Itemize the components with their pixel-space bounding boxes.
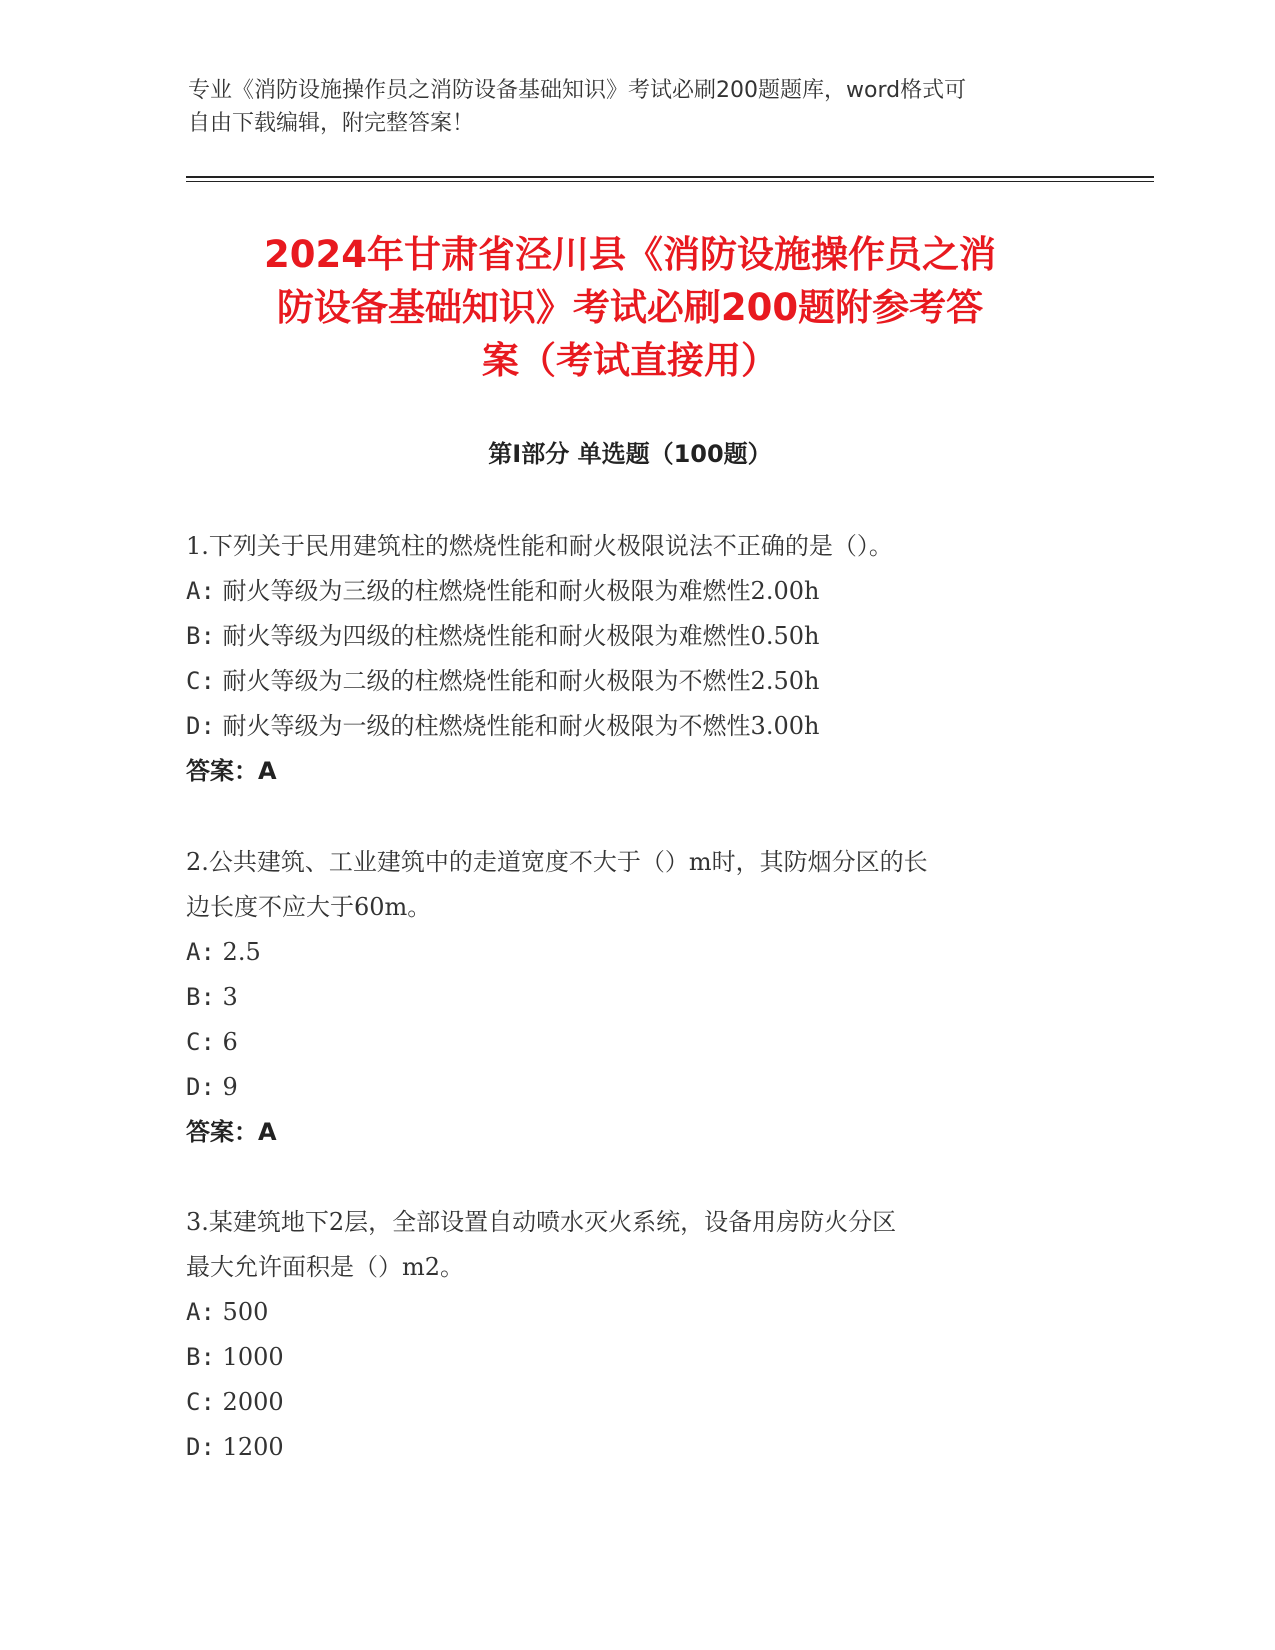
option-letter: A: <box>186 938 215 966</box>
option-a <box>186 569 1086 614</box>
question-stem: 边长度不应大于60m。 <box>186 893 432 921</box>
option-d <box>186 704 1086 749</box>
option-letter: B: <box>186 1343 215 1371</box>
header-note-line: 专业《消防设施操作员之消防设备基础知识》考试必刷200题题库，word格式可 <box>188 78 967 103</box>
option-a <box>186 1290 1086 1335</box>
option-d <box>186 1425 1086 1470</box>
option-text: 2000 <box>222 1388 284 1416</box>
section-title: 第I部分 单选题（100题） <box>488 440 772 468</box>
option-letter: C: <box>186 667 215 695</box>
option-letter: A: <box>186 1298 215 1326</box>
option-a <box>186 930 1086 975</box>
document-title <box>180 228 1080 387</box>
option-text: 9 <box>222 1073 238 1101</box>
option-text: 500 <box>222 1298 269 1326</box>
option-letter: D: <box>186 1433 215 1461</box>
option-letter: D: <box>186 1073 215 1101</box>
option-letter: B: <box>186 622 215 650</box>
option-text: 耐火等级为三级的柱燃烧性能和耐火极限为难燃性2.00h <box>222 577 820 605</box>
option-c <box>186 659 1086 704</box>
option-letter: B: <box>186 983 215 1011</box>
question-stem: 1.下列关于民用建筑柱的燃烧性能和耐火极限说法不正确的是（）。 <box>186 532 893 560</box>
header-note <box>188 74 1078 140</box>
question-stem: 最大允许面积是（）m2。 <box>186 1253 465 1281</box>
option-letter: A: <box>186 577 215 605</box>
answer-label: 答案：A <box>186 757 277 785</box>
question-stem: 3.某建筑地下2层，全部设置自动喷水灭火系统，设备用房防火分区 <box>186 1208 897 1236</box>
option-text: 1200 <box>222 1433 284 1461</box>
option-text: 耐火等级为四级的柱燃烧性能和耐火极限为难燃性0.50h <box>222 622 820 650</box>
document-title-line: 2024年甘肃省泾川县《消防设施操作员之消 <box>264 233 996 276</box>
option-text: 耐火等级为二级的柱燃烧性能和耐火极限为不燃性2.50h <box>222 667 820 695</box>
option-text: 2.5 <box>222 938 261 966</box>
document-title-line: 防设备基础知识》考试必刷200题附参考答 <box>276 286 984 329</box>
option-b <box>186 1335 1086 1380</box>
document-title-line: 案（考试直接用） <box>482 339 778 382</box>
option-text: 3 <box>222 983 238 1011</box>
question-2 <box>186 840 1086 1155</box>
option-b <box>186 975 1086 1020</box>
option-b <box>186 614 1086 659</box>
option-letter: D: <box>186 712 215 740</box>
option-text: 耐火等级为一级的柱燃烧性能和耐火极限为不燃性3.00h <box>222 712 820 740</box>
option-letter: C: <box>186 1388 215 1416</box>
option-d <box>186 1065 1086 1110</box>
option-text: 1000 <box>222 1343 284 1371</box>
header-divider-thick <box>186 176 1154 178</box>
header-divider-thin <box>186 181 1154 182</box>
option-text: 6 <box>222 1028 238 1056</box>
question-stem: 2.公共建筑、工业建筑中的走道宽度不大于（）m时，其防烟分区的长 <box>186 848 928 876</box>
option-c <box>186 1380 1086 1425</box>
option-c <box>186 1020 1086 1065</box>
question-1 <box>186 524 1086 794</box>
question-3 <box>186 1200 1086 1470</box>
answer-label: 答案：A <box>186 1118 277 1146</box>
header-note-line: 自由下载编辑，附完整答案！ <box>188 111 475 136</box>
option-letter: C: <box>186 1028 215 1056</box>
